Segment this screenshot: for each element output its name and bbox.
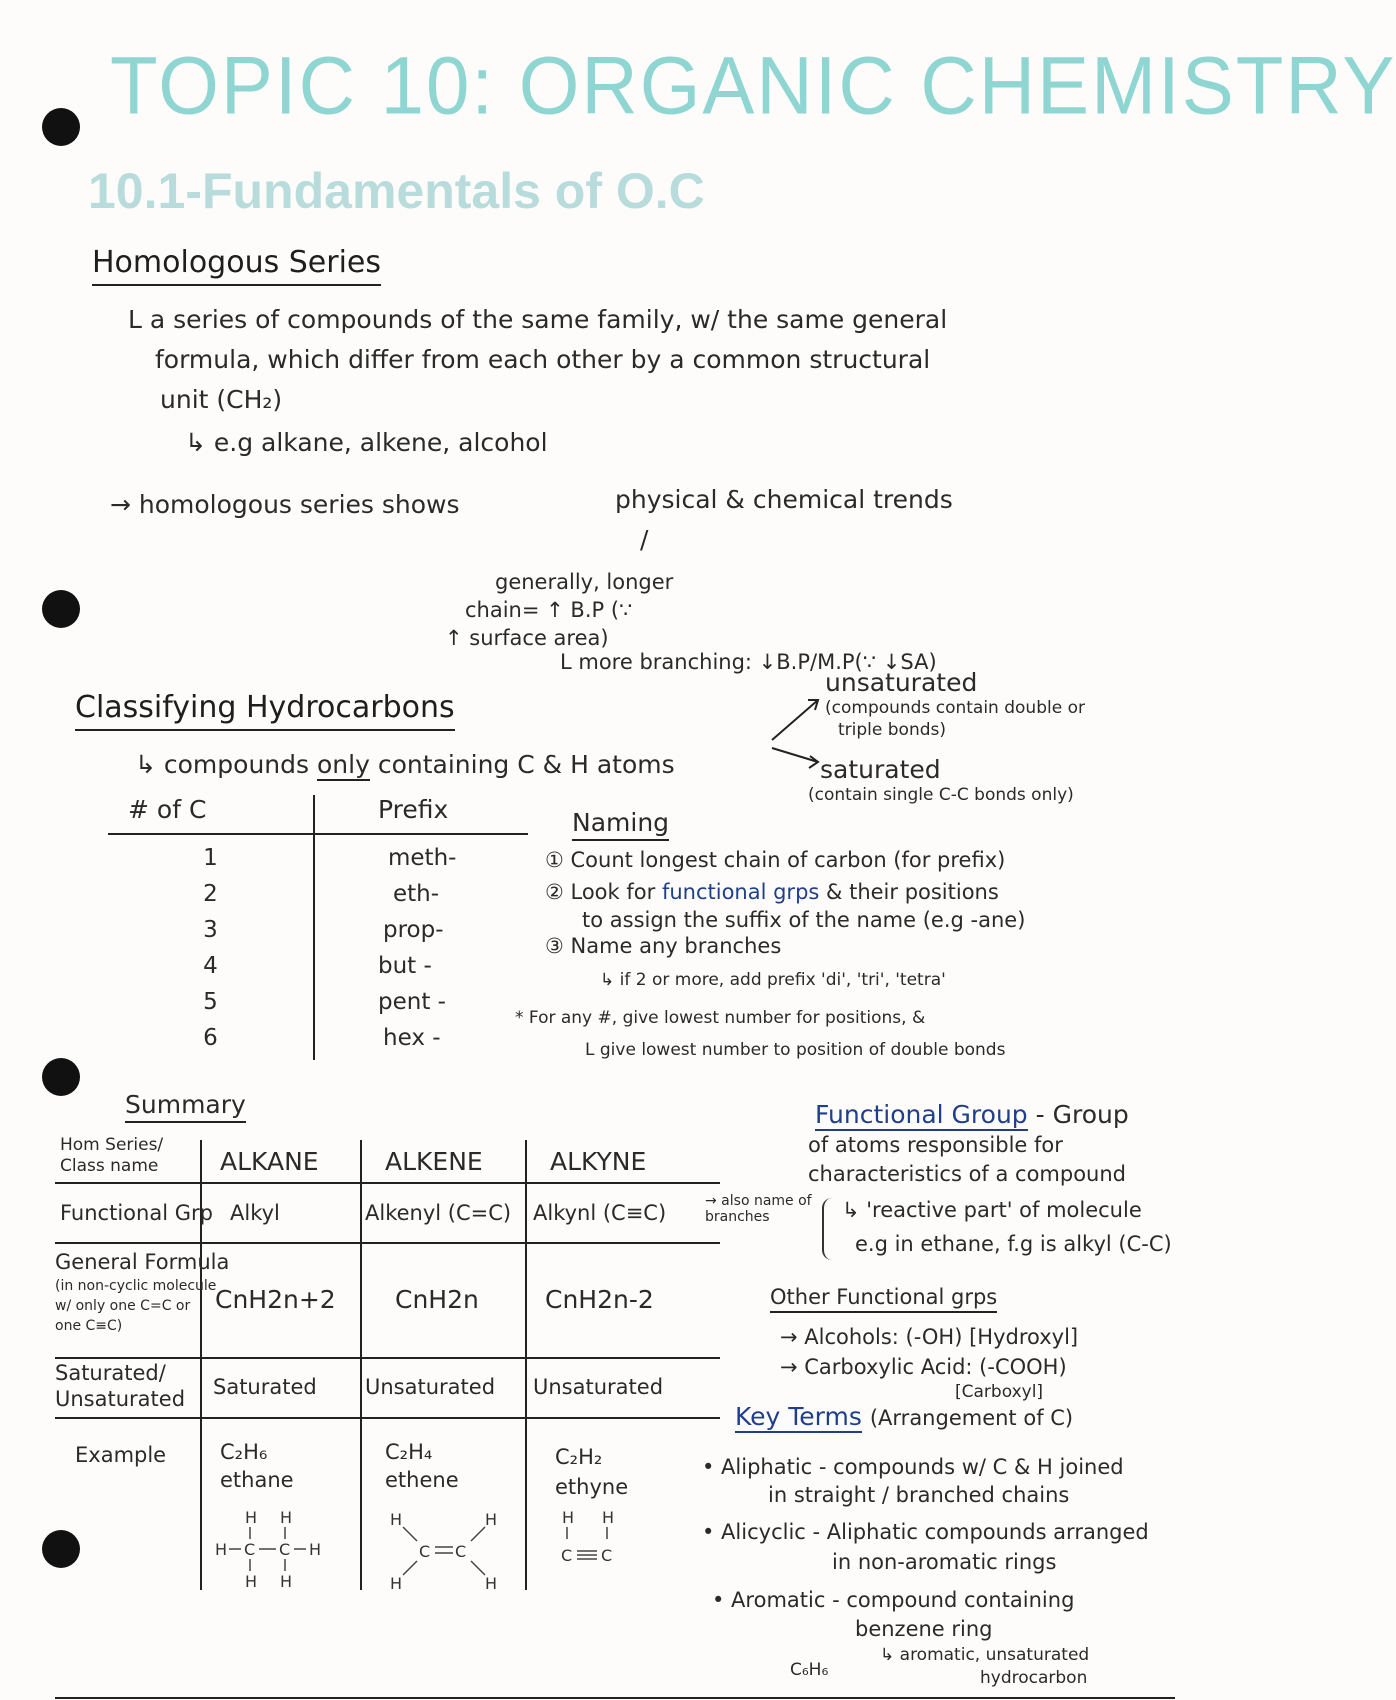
naming-step2-c: & their positions — [826, 880, 999, 904]
branching-note: L more branching: ↓B.P/M.P(∵ ↓SA) — [560, 650, 937, 674]
example-name-alkene: ethene — [385, 1468, 459, 1492]
example-row-label: Example — [75, 1443, 167, 1467]
homologous-trend: → homologous series shows — [110, 490, 460, 519]
example-name-alkyne: ethyne — [555, 1475, 629, 1499]
classifying-sub-rest: containing C & H atoms — [377, 750, 675, 779]
sat-alkyne: Unsaturated — [533, 1375, 664, 1399]
classifying-sub — [135, 750, 675, 779]
prefix-col-prefix: Prefix — [378, 795, 449, 824]
gf-note2: w/ only one C=C or — [55, 1298, 191, 1314]
class-alkane: ALKANE — [220, 1147, 319, 1176]
example-formula-alkane: C₂H₆ — [220, 1440, 268, 1464]
svg-text:C: C — [561, 1546, 573, 1565]
key-term-aromatic2: benzene ring — [855, 1617, 993, 1641]
class-alkyne: ALKYNE — [550, 1147, 647, 1176]
generally-line2: chain= ↑ B.P (∵ — [465, 598, 633, 622]
other-fg-carboxylic: → Carboxylic Acid: (-COOH) — [780, 1355, 1067, 1379]
ethane-structure — [205, 1497, 345, 1592]
svg-text:H: H — [485, 1574, 498, 1593]
generally-line1: generally, longer — [495, 570, 674, 594]
summary-heading: Summary — [125, 1090, 246, 1123]
generally-line3: ↑ surface area) — [445, 626, 609, 650]
prefix-value: hex - — [383, 1025, 441, 1051]
naming-step3-prefixes: ↳ if 2 or more, add prefix 'di', 'tri', 'tetra' — [600, 970, 946, 990]
fg-alkene: Alkenyl (C=C) — [365, 1201, 512, 1225]
sat-alkane: Saturated — [213, 1375, 317, 1399]
svg-text:H: H — [280, 1508, 293, 1527]
svg-text:H: H — [280, 1572, 293, 1591]
naming-note2: L give lowest number to position of double bonds — [585, 1040, 1006, 1060]
section-subtitle: 10.1-Fundamentals of O.C — [88, 163, 705, 219]
functional-group-note2: e.g in ethane, f.g is alkyl (C-C) — [855, 1232, 1172, 1256]
ethyne-structure — [545, 1505, 645, 1590]
key-term-aromatic1: • Aromatic - compound containing — [712, 1588, 1075, 1612]
functional-group-brace — [822, 1198, 834, 1260]
svg-text:C: C — [279, 1540, 291, 1559]
classifying-sub-only: only — [317, 750, 370, 779]
homologous-trend-types: physical & chemical trends — [615, 485, 953, 514]
classifying-heading: Classifying Hydrocarbons — [75, 690, 455, 731]
table-row — [108, 876, 456, 912]
functional-group-heading: Functional Group — [815, 1100, 1028, 1129]
naming-step2 — [545, 880, 999, 904]
fg-branch-note: → also name of branches — [705, 1193, 812, 1225]
bottom-rule — [55, 1697, 1175, 1699]
svg-text:H: H — [215, 1540, 228, 1559]
prefix-col-carbon: # of C — [128, 795, 207, 824]
class-alkene: ALKENE — [385, 1147, 483, 1176]
key-term-aromatic3: ↳ aromatic, unsaturated — [880, 1645, 1090, 1665]
table-row — [108, 912, 456, 948]
unsaturated-note1: (compounds contain double or — [825, 698, 1085, 718]
binder-hole — [42, 1058, 80, 1096]
table-row — [108, 948, 456, 984]
key-term-aliphatic1: • Aliphatic - compounds w/ C & H joined — [702, 1455, 1124, 1479]
carbon-count: 5 — [203, 989, 218, 1015]
homologous-def-line2: formula, which differ from each other by a common structural — [155, 345, 931, 374]
gf-alkane: CnH2n+2 — [215, 1285, 336, 1314]
key-terms-note: (Arrangement of C) — [869, 1406, 1074, 1430]
other-fg-alcohols: → Alcohols: (-OH) [Hydroxyl] — [780, 1325, 1079, 1349]
svg-text:H: H — [562, 1508, 575, 1527]
ethene-structure — [375, 1497, 515, 1592]
fg-alkane: Alkyl — [230, 1201, 280, 1225]
classifying-sub-prefix: ↳ compounds — [135, 750, 310, 779]
carbon-count: 3 — [203, 917, 218, 943]
svg-text:H: H — [390, 1510, 403, 1529]
naming-step3: ③ Name any branches — [545, 934, 782, 958]
homologous-example: ↳ e.g alkane, alkene, alcohol — [185, 428, 548, 457]
prefix-table — [108, 795, 528, 1065]
svg-text:H: H — [390, 1574, 403, 1593]
key-term-alicyclic2: in non-aromatic rings — [832, 1550, 1057, 1574]
sat-row-label2: Unsaturated — [55, 1387, 186, 1411]
saturated-note: (contain single C-C bonds only) — [808, 785, 1074, 805]
other-fg-heading: Other Functional grps — [770, 1285, 997, 1313]
summary-table — [55, 1135, 720, 1595]
prefix-value: eth- — [393, 881, 440, 907]
naming-note1: * For any #, give lowest number for positions, & — [515, 1008, 926, 1028]
table-row — [108, 1020, 456, 1056]
homologous-def-line1: L a series of compounds of the same family, w/ the same general — [128, 305, 948, 334]
gf-alkene: CnH2n — [395, 1285, 479, 1314]
table-row — [108, 984, 456, 1020]
prefix-value: prop- — [383, 917, 444, 943]
classify-arrows — [770, 690, 830, 770]
key-term-aromatic4: hydrocarbon — [980, 1668, 1088, 1688]
functional-group-def — [815, 1100, 1129, 1129]
binder-hole — [42, 590, 80, 628]
svg-text:C: C — [601, 1546, 613, 1565]
saturated-label: saturated — [820, 755, 941, 784]
naming-step2-suffix: to assign the suffix of the name (e.g -ane) — [582, 908, 1026, 932]
svg-text:H: H — [602, 1508, 615, 1527]
prefix-value: but - — [378, 953, 432, 979]
svg-text:C: C — [244, 1540, 256, 1559]
unsaturated-note2: triple bonds) — [838, 720, 947, 740]
fg-alkyne: Alkynl (C≡C) — [533, 1201, 667, 1225]
svg-text:C: C — [419, 1542, 431, 1561]
naming-step2-a: ② Look for — [545, 880, 656, 904]
homologous-def-line3: unit (CH₂) — [160, 385, 283, 414]
naming-step2-fg: functional grps — [661, 880, 820, 904]
naming-heading: Naming — [572, 808, 669, 841]
example-name-alkane: ethane — [220, 1468, 294, 1492]
svg-text:H: H — [485, 1510, 498, 1529]
binder-hole — [42, 108, 80, 146]
prefix-value: meth- — [388, 845, 457, 871]
summary-header-label: Hom Series/ Class name — [60, 1135, 164, 1176]
svg-text:C: C — [455, 1542, 467, 1561]
key-term-aliphatic2: in straight / branched chains — [768, 1483, 1070, 1507]
key-terms-heading — [735, 1402, 1073, 1431]
carbon-count: 6 — [203, 1025, 218, 1051]
other-fg-carboxyl: [Carboxyl] — [955, 1382, 1044, 1402]
svg-text:H: H — [309, 1540, 322, 1559]
functional-group-def3: characteristics of a compound — [808, 1162, 1127, 1186]
carbon-count: 2 — [203, 881, 218, 907]
example-formula-alkyne: C₂H₂ — [555, 1445, 603, 1469]
example-formula-alkene: C₂H₄ — [385, 1440, 433, 1464]
carbon-count: 4 — [203, 953, 218, 979]
svg-text:H: H — [245, 1572, 258, 1591]
gf-note1: (in non-cyclic molecule — [55, 1278, 217, 1294]
svg-text:H: H — [245, 1508, 258, 1527]
gf-note3: one C≡C) — [55, 1318, 123, 1334]
functional-group-def2: of atoms responsible for — [808, 1133, 1063, 1157]
page-title: TOPIC 10: ORGANIC CHEMISTRY — [110, 38, 1396, 132]
fg-row-label: Functional Grp — [60, 1201, 213, 1225]
prefix-rows — [108, 840, 528, 1056]
gf-alkyne: CnH2n-2 — [545, 1285, 654, 1314]
naming-step1: ① Count longest chain of carbon (for prefix) — [545, 848, 1006, 872]
benzene-formula: C₆H₆ — [790, 1660, 829, 1680]
key-term-alicyclic1: • Alicyclic - Aliphatic compounds arranged — [702, 1520, 1149, 1544]
trend-branch-slash: / — [640, 525, 649, 554]
unsaturated-label: unsaturated — [825, 668, 978, 697]
key-terms-title: Key Terms — [735, 1402, 862, 1431]
sat-alkene: Unsaturated — [365, 1375, 496, 1399]
carbon-count: 1 — [203, 845, 218, 871]
gf-row-label: General Formula — [55, 1250, 230, 1274]
functional-group-def1: - Group — [1035, 1100, 1129, 1129]
prefix-value: pent - — [378, 989, 446, 1015]
sat-row-label1: Saturated/ — [55, 1361, 166, 1385]
homologous-heading: Homologous Series — [92, 245, 381, 286]
table-row — [108, 840, 456, 876]
functional-group-note1: ↳ 'reactive part' of molecule — [842, 1198, 1142, 1222]
